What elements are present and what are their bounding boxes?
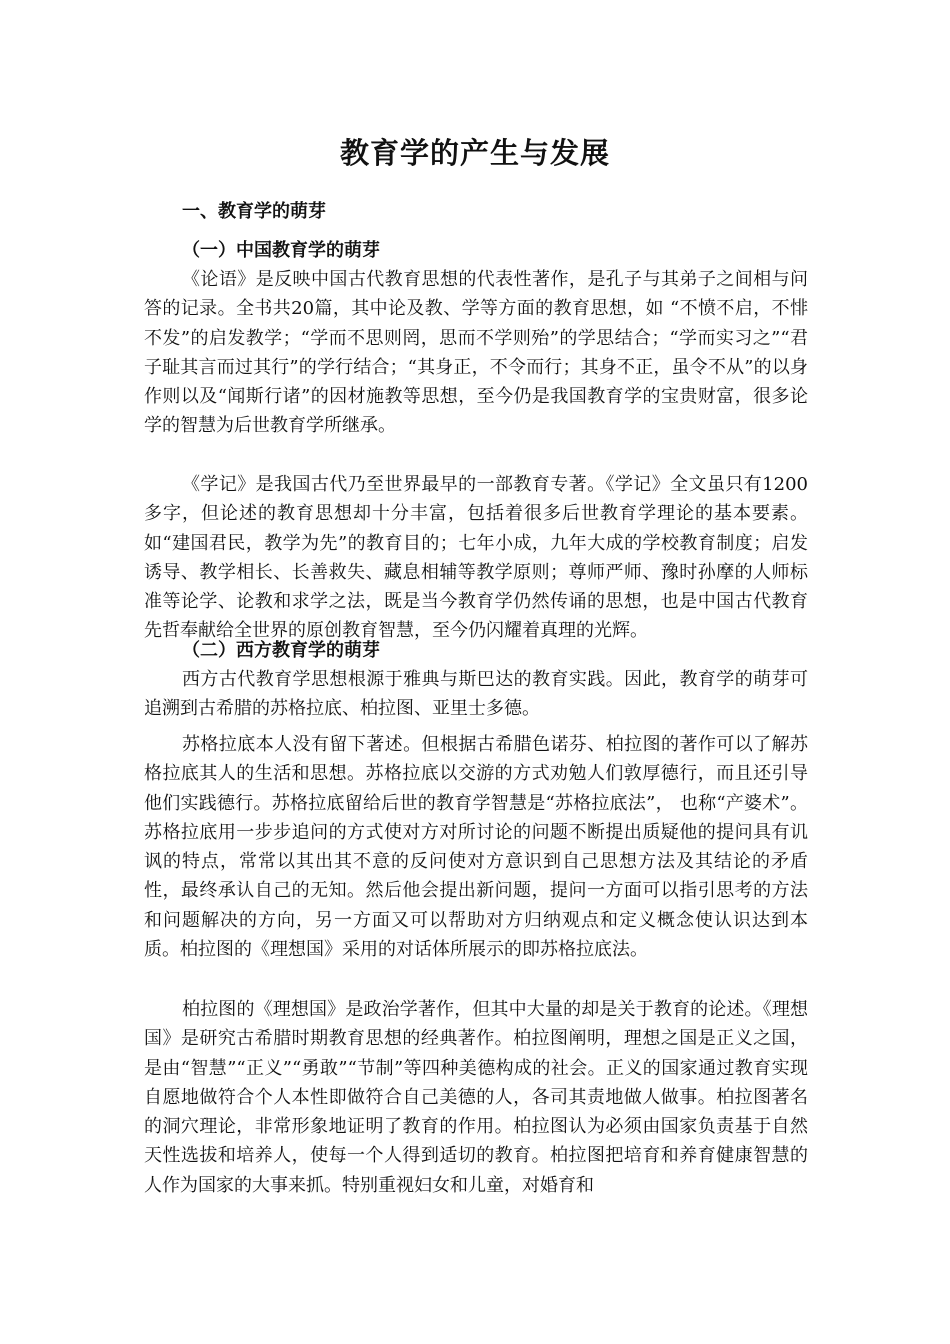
paragraph-plato: 柏拉图的《理想国》是政治学著作，但其中大量的却是关于教育的论述。《理想国》是研究古希腊时期教育思想的经典著作。柏拉图阐明，理想之国是正义之国，是由“智慧”“正义”“勇敢”“节制”等四种美德构成的社会。正义的国家通过教育实现自愿地做符合个人本性即做符合自己美德的人，各司其责地做人做事。柏拉图著名的洞穴理论，非常形象地证明了教育的作用。柏拉图认为必须由国家负责基于自然天性选拔和培养人，使每一个人得到适切的教育。柏拉图把培育和养育健康智慧的人作为国家的大事来抓。特别重视妇女和儿童，对婚育和 bbox=[144, 999, 808, 1196]
paragraph-xueji: 《学记》是我国古代乃至世界最早的一部教育专著。《学记》全文虽只有1200多字，但论述的教育思想却十分丰富，包括着很多后世教育学理论的基本要素。如“建国君民，教学为先”的教育目的；七年小成，九年大成的学校教育制度；启发诱导、教学相长、长善救失、藏息相辅等教学原则；尊师严师、豫时孙摩的人师标准等论学、论教和求学之法，既是当今教育学仍然传诵的思想，也是中国古代教育先哲奉献给全世界的原创教育智慧，至今仍闪耀着真理的光辉。 bbox=[144, 474, 808, 642]
paragraph-western-origin: 西方古代教育学思想根源于雅典与斯巴达的教育实践。因此，教育学的萌芽可追溯到古希腊的苏格拉底、柏拉图、亚里士多德。 bbox=[144, 669, 808, 720]
section-heading-1: 一、教育学的萌芽 bbox=[182, 201, 326, 222]
page-title: 教育学的产生与发展 bbox=[339, 136, 610, 170]
paragraph-lunyu: 《论语》是反映中国古代教育思想的代表性著作，是孔子与其弟子之间相与问答的记录。全书共20篇，其中论及教、学等方面的教育思想，如 “不愤不启，不悱不发”的启发教学；“学而不思则罔，思而不学则殆”的学思结合；“学而实习之”“君子耻其言而过其行”的学行结合；“其身正，不令而行；其身不正，虽令不从”的以身作则以及“闻斯行诸”的因材施教等思想，至今仍是我国教育学的宝贵财富，很多论学的智慧为后世教育学所继承。 bbox=[144, 269, 808, 437]
paragraph-socrates: 苏格拉底本人没有留下著述。但根据古希腊色诺芬、柏拉图的著作可以了解苏格拉底其人的生活和思想。苏格拉底以交游的方式劝勉人们敦厚德行，而且还引导他们实践德行。苏格拉底留给后世的教育学智慧是“苏格拉底法”， 也称“产婆术”。苏格拉底用一步步追问的方式使对方对所讨论的问题不断提出质疑他的提问具有讥讽的特点，常常以其出其不意的反问使对方意识到自己思想方法及其结论的矛盾性，最终承认自己的无知。然后他会提出新问题，提问一方面可以指引思考的方法和问题解决的方向，另一方面又可以帮助对方归纳观点和定义概念使认识达到本质。柏拉图的《理想国》采用的对话体所展示的即苏格拉底法。 bbox=[144, 734, 808, 961]
subsection-heading-1: （一）中国教育学的萌芽 bbox=[182, 240, 380, 261]
subsection-heading-2: （二）西方教育学的萌芽 bbox=[182, 640, 380, 661]
